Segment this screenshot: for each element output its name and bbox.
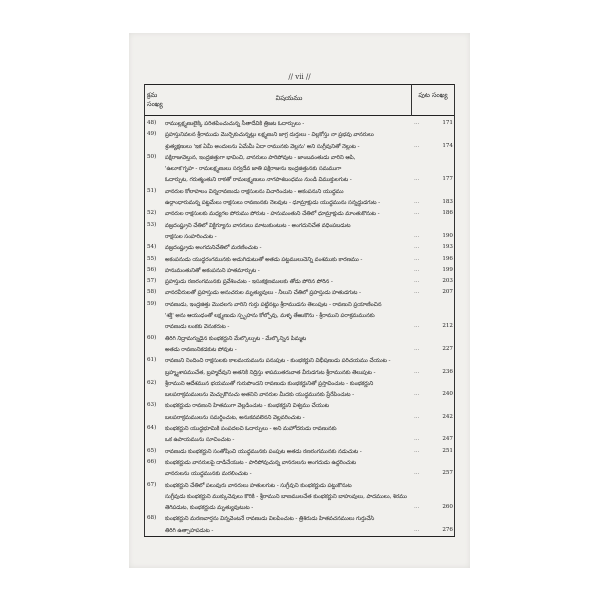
leader-dots: ...: [414, 345, 420, 352]
table-column-divider: [411, 84, 412, 116]
contents-row: [144, 300, 454, 311]
row-serial-number: 66): [147, 458, 157, 465]
row-subject-text: రాక్షసుల సంహరించుట -: [165, 233, 217, 240]
row-subject-text: హనుమంతునితో అకంపనుని హతమార్చుట -: [165, 267, 260, 274]
leader-dots: ...: [414, 142, 420, 149]
row-serial-number: 49): [147, 131, 157, 138]
row-serial-number: 67): [147, 481, 157, 488]
leader-dots: ...: [414, 255, 420, 262]
row-subject-text: పక్షిరాజువెల్తున, ఇంద్రజిత్తుగా భావించి, వానరులు పారిపోవుట - జాంబవంతుడు వారిని ఆపి,: [165, 154, 356, 161]
row-page-number: 174: [442, 142, 453, 149]
row-page-number: 186: [442, 210, 453, 217]
contents-row: [144, 368, 454, 379]
row-page-number: 207: [442, 289, 453, 296]
row-subject-text: బ్రహ్మ్మశాపముచేత, బ్రహ్మదేవుని అతనికి నిద్రిస్తు శాపముతరువాత వీరుడగుట శ్రీరామునకు తెలుపుట -: [165, 369, 376, 376]
row-subject-text: సుగ్రీవుడు కుంభకర్ణుని ముక్కుచెవులు కొరికి - శ్రీరాముని బాణములచేత కుంభకర్ణుని బాహువులు, పాదములు, శిరము: [165, 493, 407, 500]
contents-row: [144, 175, 454, 186]
row-subject-text: అతడు రావణునికడకుట పోవుట -: [165, 346, 237, 353]
contents-row: [144, 379, 454, 390]
contents-row: [144, 187, 454, 198]
contents-row: [144, 469, 454, 480]
row-subject-text: 'శక్తి' అను ఆయుధంతో లక్ష్మణుడు స్పృహను కోల్పోవు, మళ్ళ తేఱుకొను - శ్రీరాముని పరాక్రమమునకు: [165, 313, 375, 320]
row-serial-number: 64): [147, 425, 157, 432]
row-subject-text: ఓదార్చుట, గరుత్మంతుని రాకతో రామలక్ష్మణులు నాగపాశబంధము నుండి విముక్తులగుట -: [165, 177, 352, 184]
contents-row: [144, 390, 454, 401]
row-serial-number: 54): [147, 244, 157, 251]
row-subject-text: వానరుల రాక్షసులకు మధ్యగల పోరుము పోరుట - హనుమంతుని చేతిలో ధూమ్రాక్షుడు మాంతుకొనుట -: [165, 211, 380, 218]
leader-dots: ...: [414, 244, 420, 251]
contents-row: [144, 142, 454, 153]
row-serial-number: 60): [147, 334, 157, 341]
leader-dots: ...: [414, 120, 420, 126]
contents-row: [144, 356, 454, 367]
contents-row: [144, 413, 454, 424]
row-serial-number: 59): [147, 300, 157, 307]
row-serial-number: 61): [147, 357, 157, 364]
leader-dots: ...: [414, 368, 420, 375]
row-serial-number: 63): [147, 402, 157, 409]
row-page-number: 199: [442, 266, 453, 273]
contents-row: [144, 322, 454, 333]
row-subject-text: 'ఉలూక'గృహ - రామలక్ష్మణులు సర్వదేవ జాతి పక్షిరాజును ఇంద్రజిత్తునకు సమముగా: [165, 166, 342, 173]
contents-row: [144, 458, 454, 469]
row-page-number: 247: [442, 436, 453, 443]
row-serial-number: 65): [147, 447, 157, 454]
row-serial-number: 57): [147, 278, 157, 285]
row-serial-number: 55): [147, 255, 157, 262]
row-serial-number: 62): [147, 379, 157, 386]
page-number: // vii //: [288, 73, 311, 81]
row-subject-text: రావణుని నిందించి రాక్షసులకు కాలమయమును పనుపుట - కుంభకర్ణుని విభీషణుడు పరిచయము చేయుట -: [165, 358, 391, 365]
row-subject-text: శ్రీరాముని ఆదేశమున భయముతో గురుపొందని రావణుడు కుంభకర్ణునితో ప్రస్తావించుట - కుంభకర్ణుని: [165, 380, 374, 387]
row-page-number: 190: [442, 232, 453, 239]
row-page-number: 196: [442, 255, 453, 262]
contents-row: [144, 232, 454, 243]
leader-dots: ...: [414, 210, 420, 217]
leader-dots: ...: [414, 176, 420, 183]
contents-row: [144, 221, 454, 232]
row-subject-text: శ్రుత్యక్షణులు 'ఇక ఏమీ అందులను ఏమేమీ ఏదా రామునకు వెల్లను' అని సుగ్రీవునితో నెల్లుట -: [165, 143, 360, 150]
contents-row: [144, 334, 454, 345]
contents-row: [144, 209, 454, 220]
row-subject-text: ప్రహస్తుడు రణరంగమునకు ప్రవేశించుట - ఇసుకక్షణములకు తోడు పోరిన పోరిన -: [165, 279, 333, 286]
row-subject-text: ప్రహస్తునివలన శ్రీరాముడు మొర్చెకుచున్నట్లు లక్ష్మణుని జాగ్ర దుర్తులు - విల్లకోస్తు నా ప్రభవు వానరులు: [165, 132, 374, 139]
contents-row: [144, 514, 454, 525]
row-page-number: 257: [442, 470, 453, 477]
row-page-number: 193: [442, 244, 453, 251]
row-subject-text: ఒక ఉపాయమును సూచించుట -: [165, 437, 235, 444]
leader-dots: ...: [414, 278, 420, 285]
contents-row: [144, 198, 454, 209]
row-page-number: 227: [442, 345, 453, 352]
row-serial-number: 58): [147, 289, 157, 296]
contents-row: [144, 401, 454, 412]
row-serial-number: 68): [147, 515, 157, 522]
row-subject-text: రావణుడు కుంభకర్ణుని సంతోషించి యుద్ధమునకు పంపుట అతడు రణరంగమునకు నడుచుట -: [165, 448, 362, 455]
contents-row: [144, 153, 454, 164]
leader-dots: ...: [414, 232, 420, 239]
row-serial-number: 50): [147, 153, 157, 160]
row-subject-text: వజ్రదంష్ట్రుడు అంగదునిచేతిలో మరణించుట -: [165, 245, 262, 252]
row-subject-text: కుంభకర్ణుడు రావణుని హితముగా వెల్లడించుట - కుంభకర్ణుని విశ్వము చేయుట: [165, 403, 329, 410]
contents-list: [144, 119, 454, 537]
contents-row: [144, 243, 454, 254]
row-page-number: 171: [442, 120, 453, 126]
leader-dots: ...: [414, 436, 420, 443]
row-page-number: 240: [442, 391, 453, 398]
row-subject-text: ఉద్గాంధారుమన్న పట్టమేలు రాక్షసులు రావణునకు నెలవుట - ధూమ్రాక్షుడు యుద్ధమును సన్నద్ధుడగుట -: [165, 200, 381, 207]
contents-row: [144, 255, 454, 266]
contents-row: [144, 447, 454, 458]
leader-dots: ...: [414, 470, 420, 477]
table-right-border: [454, 84, 455, 536]
row-subject-text: అకంపనుడు యుద్ధరంగమునకు అడుగిడుటుతో అతడు పట్టములుచెన్ని వంశముకు కారణము -: [165, 256, 363, 263]
contents-row: [144, 311, 454, 322]
leader-dots: ...: [414, 266, 420, 273]
contents-row: [144, 266, 454, 277]
leader-dots: ...: [414, 504, 420, 511]
row-page-number: 212: [442, 323, 453, 330]
row-page-number: 236: [442, 368, 453, 375]
row-subject-text: బలపరాక్రమములను మెచ్చుకొనుచు అతనిని వానరుల మీదకు యుద్ధమునకు ప్రేరేపించుట -: [165, 392, 355, 399]
contents-row: [144, 288, 454, 299]
table-header-rule: [144, 115, 455, 116]
contents-row: [144, 277, 454, 288]
contents-row: [144, 526, 454, 537]
leader-dots: ...: [414, 447, 420, 454]
row-subject-text: వజ్రదంష్ట్రుని చేతిలో విక్టిగ్యూను వానరులు మాటుకుంటుట - అంగదునిచేత వధింపబడుట: [165, 222, 351, 229]
contents-row: [144, 164, 454, 175]
row-serial-number: 48): [147, 120, 157, 126]
row-subject-text: కుంభకర్ణుని మరణవార్తను విన్నవెంటనే రావణుడు విలపించుట - త్రిశిరుడు హితవచనములు గుర్తుచేసి: [165, 516, 375, 523]
row-serial-number: 51): [147, 187, 157, 194]
row-page-number: 276: [442, 526, 453, 533]
row-subject-text: కుంభకర్ణుడు వానరులపై దాడిచేయుట - పారిపోవుచున్న వానరులను అంగదుడు ఉద్దరించుట: [165, 459, 357, 466]
row-page-number: 203: [442, 278, 453, 285]
row-serial-number: 52): [147, 210, 157, 217]
contents-row: [144, 492, 454, 503]
leader-dots: ...: [414, 323, 420, 330]
contents-row: [144, 119, 454, 130]
leader-dots: ...: [414, 199, 420, 206]
leader-dots: ...: [414, 526, 420, 533]
row-subject-text: రావణుడు లంకకు వెనుకరుట -: [165, 324, 230, 331]
row-subject-text: వానరులను యుద్ధమునకు మరలించుట -: [165, 471, 252, 478]
header-subject: విషయము: [275, 94, 303, 102]
row-subject-text: కుంభకర్ణుని యుద్ధభూమికి పంపదలచి ఓదార్పులు - అని మహోదరుడు రావణునకు: [165, 426, 337, 433]
row-subject-text: కుంభకర్ణుని చేతిలో పలువురు వానరులు హతులగుట - సుగ్రీవుని కుంభకర్ణుడు పట్టుకొనుట: [165, 482, 352, 489]
contents-row: [144, 130, 454, 141]
leader-dots: ...: [414, 413, 420, 420]
row-page-number: 183: [442, 199, 453, 206]
row-subject-text: తిరిగి నిద్రామగ్నుడైన కుంభకర్ణుని మేల్కొల్పుట - మేల్కొన్నిన పిమ్మట: [165, 335, 307, 342]
contents-row: [144, 435, 454, 446]
row-page-number: 177: [442, 176, 453, 183]
contents-row: [144, 424, 454, 435]
contents-row: [144, 345, 454, 356]
row-subject-text: వానరుల కోలాహలం విన్నరావణుడు రాక్షసులను విచారించుట - అకంపనుని యుద్ధము: [165, 188, 344, 195]
contents-row: [144, 481, 454, 492]
row-subject-text: తిరిగి ఉత్సాహపడుట -: [165, 527, 214, 534]
book-page: [129, 33, 470, 568]
row-subject-text: తెగిపడుట, కుంభకర్ణుడు మృత్యువుటుట -: [165, 505, 254, 512]
row-subject-text: బలపరాక్రమములను సమర్థించుట, అనుకవవలెనని వెల్లవరించుట -: [165, 414, 305, 421]
leader-dots: ...: [414, 289, 420, 296]
header-page-number: పుట సంఖ్య: [418, 91, 448, 99]
row-page-number: 242: [442, 413, 453, 420]
contents-row: [144, 503, 454, 514]
row-subject-text: రాముల్లక్ష్మణులైక్కి పరితపించుచున్న సీతాదేవికి త్రిజట ఓదార్పులు -: [165, 121, 305, 127]
header-serial-number: క్రమ సంఖ్య: [147, 91, 163, 108]
leader-dots: ...: [414, 391, 420, 398]
row-subject-text: వానరవీరులతో ప్రహస్తుడు అనుచరుల మృత్యువులు - నీలుని చేతిలో ప్రహస్తుడు హతుడగుట -: [165, 290, 361, 297]
row-page-number: 260: [442, 504, 453, 511]
row-serial-number: 53): [147, 221, 157, 228]
row-page-number: 251: [442, 447, 453, 454]
row-subject-text: రావణుడు, ఇంద్రజిత్తు మొదలగు వారిని గుర్తు పట్టినట్లు శ్రీరాముడను తెలుపుట - రావణుని ప్రయాణించిన: [165, 301, 382, 308]
row-serial-number: 56): [147, 266, 157, 273]
table-top-rule: [144, 84, 455, 85]
